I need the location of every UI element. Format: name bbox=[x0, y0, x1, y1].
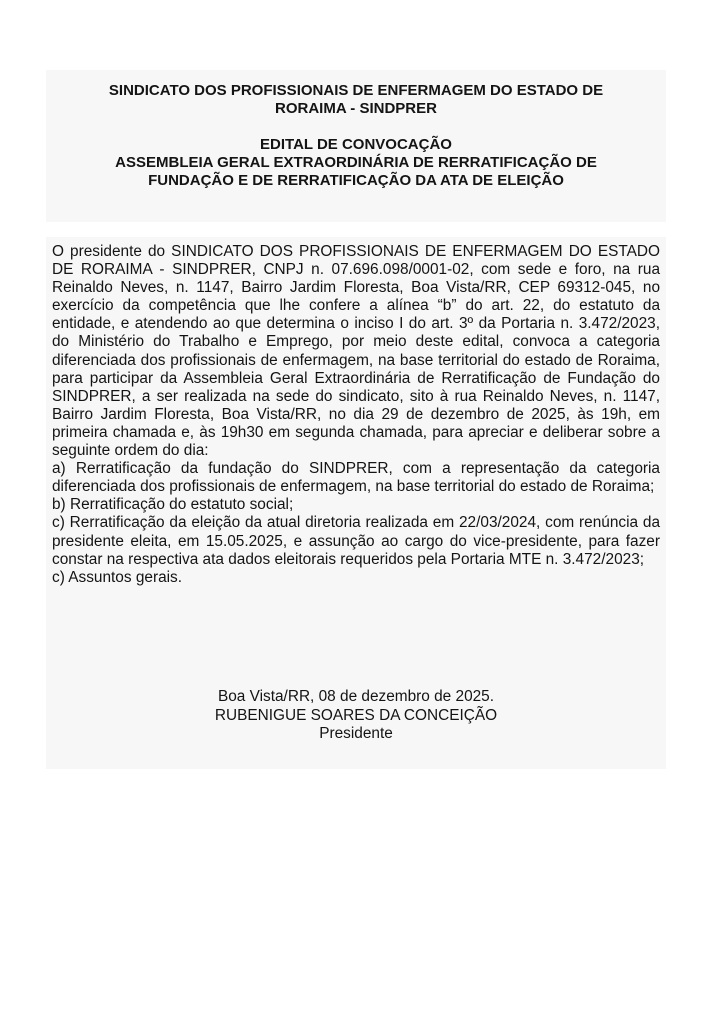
organization-name-line-1: SINDICATO DOS PROFISSIONAIS DE ENFERMAGEM DO ESTADO DE bbox=[108, 82, 604, 99]
agenda-item-b: b) Rerratificação do estatuto social; bbox=[52, 496, 294, 514]
signer-role: Presidente bbox=[319, 725, 393, 742]
agenda-item-a: a) Rerratificação da fundação do SINDPRER, com a representação da categoria diferenciada dos profissionais de enfermagem, na base territorial do estado de Roraima; bbox=[52, 460, 660, 496]
signature-block bbox=[46, 688, 666, 744]
organization-name bbox=[46, 82, 666, 118]
body-section bbox=[46, 237, 666, 769]
edital-subtitle-line-1: ASSEMBLEIA GERAL EXTRAORDINÁRIA DE RERRATIFICAÇÃO DE bbox=[115, 154, 597, 171]
signer-name: RUBENIGUE SOARES DA CONCEIÇÃO bbox=[214, 706, 498, 724]
agenda-item-c: c) Rerratificação da eleição da atual diretoria realizada em 22/03/2024, com renúncia da presidente eleita, em 15.05.2025, e assunção ao cargo do vice-presidente, para fazer constar na respectiva ata dados eleitorais requeridos pela Portaria MTE n. 3.472/2023; bbox=[52, 514, 660, 568]
organization-name-line-2: RORAIMA - SINDPRER bbox=[275, 100, 437, 117]
body-text bbox=[52, 243, 660, 587]
place-date: Boa Vista/RR, 08 de dezembro de 2025. bbox=[217, 688, 495, 705]
intro-paragraph: O presidente do SINDICATO DOS PROFISSIONAIS DE ENFERMAGEM DO ESTADO DE RORAIMA - SINDPRER, CNPJ n. 07.696.098/0001-02, com sede e foro, na rua Reinaldo Neves, n. 1147, Bairro Jardim Floresta, Boa Vista/RR, CEP 69312-045, no exercício da competência que lhe confere a alínea “b” do art. 22, do estatuto da entidade, e atendendo ao que determina o inciso I do art. 3º da Portaria n. 3.472/2023, do Ministério do Trabalho e Emprego, por meio deste edital, convoca a categoria diferenciada dos profissionais de enfermagem, na base territorial do estado de Roraima, para participar da Assembleia Geral Extraordinária de Rerratificação de Fundação do SINDPRER, a ser realizada na sede do sindicato, sito à rua Reinaldo Neves, n. 1147, Bairro Jardim Floresta, Boa Vista/RR, no dia 29 de dezembro de 2025, às 19h, em primeira chamada e, às 19h30 em segunda chamada, para apreciar e deliberar sobre a seguinte ordem do dia: bbox=[52, 243, 660, 460]
header-section bbox=[46, 70, 666, 222]
edital-title: EDITAL DE CONVOCAÇÃO bbox=[260, 136, 452, 153]
edital-subtitle-line-2: FUNDAÇÃO E DE RERRATIFICAÇÃO DA ATA DE ELEIÇÃO bbox=[148, 172, 564, 189]
agenda-item-general: c) Assuntos gerais. bbox=[52, 568, 183, 586]
edital-heading bbox=[46, 136, 666, 190]
